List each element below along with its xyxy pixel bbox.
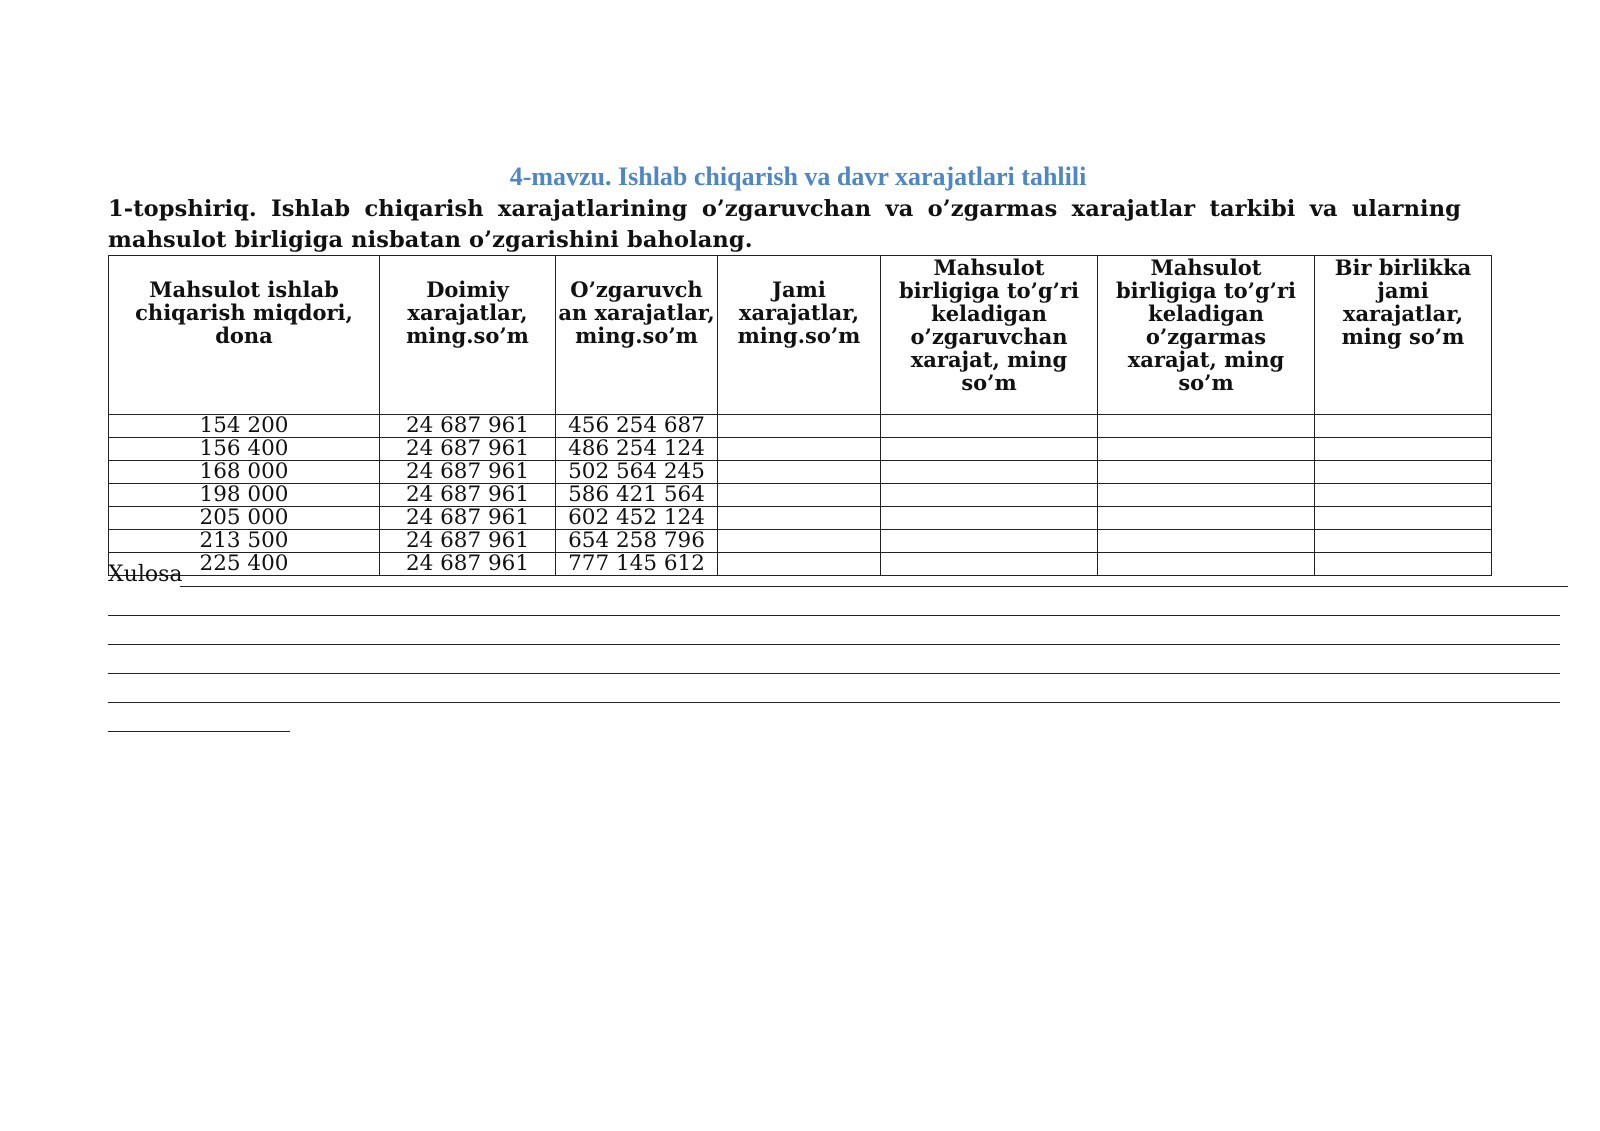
header-production-quantity: Mahsulot ishlab chiqarish miqdori, dona <box>109 256 380 415</box>
conclusion-answer-line[interactable] <box>108 731 290 732</box>
conclusion-label: Xulosa <box>108 562 183 587</box>
table-header-row <box>109 256 1492 415</box>
header-unit-variable-cost: Mahsulot birligiga to’g’ri keladigan o’zgaruvchan xarajat, ming so’m <box>881 256 1098 415</box>
cell-unit-total-cost[interactable] <box>1315 553 1492 576</box>
cell-fixed-costs: 24 687 961 <box>380 461 556 484</box>
table-row <box>109 461 1492 484</box>
cell-total-costs[interactable] <box>718 484 881 507</box>
cell-unit-total-cost[interactable] <box>1315 438 1492 461</box>
cell-unit-variable-cost[interactable] <box>881 530 1098 553</box>
cell-unit-variable-cost[interactable] <box>881 553 1098 576</box>
table-row <box>109 507 1492 530</box>
conclusion-answer-line[interactable] <box>108 615 1560 616</box>
cell-production-quantity: 156 400 <box>109 438 380 461</box>
cell-unit-fixed-cost[interactable] <box>1098 530 1315 553</box>
topic-title: 4-mavzu. Ishlab chiqarish va davr xarajatlari tahlili <box>509 162 1087 191</box>
cell-production-quantity: 154 200 <box>109 415 380 438</box>
cell-total-costs[interactable] <box>718 438 881 461</box>
cell-fixed-costs: 24 687 961 <box>380 553 556 576</box>
cell-fixed-costs: 24 687 961 <box>380 530 556 553</box>
header-unit-total-cost: Bir birlikka jami xarajatlar, ming so’m <box>1315 256 1492 415</box>
cell-unit-fixed-cost[interactable] <box>1098 461 1315 484</box>
table-row <box>109 553 1492 576</box>
cell-variable-costs: 456 254 687 <box>556 415 718 438</box>
cell-production-quantity: 198 000 <box>109 484 380 507</box>
cell-variable-costs: 586 421 564 <box>556 484 718 507</box>
cell-unit-variable-cost[interactable] <box>881 438 1098 461</box>
table-row <box>109 530 1492 553</box>
cost-table <box>108 255 1492 576</box>
cell-variable-costs: 777 145 612 <box>556 553 718 576</box>
cell-total-costs[interactable] <box>718 461 881 484</box>
table-body <box>109 415 1492 576</box>
header-fixed-costs: Doimiy xarajatlar, ming.so’m <box>380 256 556 415</box>
conclusion-answer-line[interactable] <box>180 586 1568 587</box>
conclusion-answer-line[interactable] <box>108 644 1560 645</box>
cell-unit-fixed-cost[interactable] <box>1098 507 1315 530</box>
cell-unit-total-cost[interactable] <box>1315 507 1492 530</box>
cell-production-quantity: 225 400 <box>109 553 380 576</box>
cell-fixed-costs: 24 687 961 <box>380 484 556 507</box>
conclusion-answer-line[interactable] <box>108 702 1560 703</box>
cell-total-costs[interactable] <box>718 507 881 530</box>
cell-fixed-costs: 24 687 961 <box>380 438 556 461</box>
table-row <box>109 415 1492 438</box>
cell-total-costs[interactable] <box>718 415 881 438</box>
cell-fixed-costs: 24 687 961 <box>380 415 556 438</box>
cell-unit-fixed-cost[interactable] <box>1098 553 1315 576</box>
task-statement: 1-topshiriq. Ishlab chiqarish xarajatlarining o’zgaruvchan va o’zgarmas xarajatlar tarkibi va ularning mahsulot birligiga nisbatan o’zgarishini baholang. <box>108 196 1461 253</box>
cell-unit-total-cost[interactable] <box>1315 461 1492 484</box>
cell-production-quantity: 205 000 <box>109 507 380 530</box>
header-variable-costs: O’zgaruvch an xarajatlar, ming.so’m <box>556 256 718 415</box>
cell-total-costs[interactable] <box>718 530 881 553</box>
cell-variable-costs: 654 258 796 <box>556 530 718 553</box>
cell-unit-fixed-cost[interactable] <box>1098 438 1315 461</box>
header-unit-fixed-cost: Mahsulot birligiga to’g’ri keladigan o’zgarmas xarajat, ming so’m <box>1098 256 1315 415</box>
cell-variable-costs: 602 452 124 <box>556 507 718 530</box>
cell-variable-costs: 486 254 124 <box>556 438 718 461</box>
cell-fixed-costs: 24 687 961 <box>380 507 556 530</box>
cell-unit-variable-cost[interactable] <box>881 507 1098 530</box>
cell-variable-costs: 502 564 245 <box>556 461 718 484</box>
cell-unit-variable-cost[interactable] <box>881 484 1098 507</box>
cell-unit-fixed-cost[interactable] <box>1098 484 1315 507</box>
header-total-costs: Jami xarajatlar, ming.so’m <box>718 256 881 415</box>
cell-unit-total-cost[interactable] <box>1315 484 1492 507</box>
cell-production-quantity: 213 500 <box>109 530 380 553</box>
cell-unit-total-cost[interactable] <box>1315 415 1492 438</box>
cell-production-quantity: 168 000 <box>109 461 380 484</box>
cell-unit-variable-cost[interactable] <box>881 415 1098 438</box>
cell-unit-variable-cost[interactable] <box>881 461 1098 484</box>
conclusion-answer-line[interactable] <box>108 673 1560 674</box>
table-row <box>109 484 1492 507</box>
cell-unit-total-cost[interactable] <box>1315 530 1492 553</box>
cell-total-costs[interactable] <box>718 553 881 576</box>
table-row <box>109 438 1492 461</box>
cell-unit-fixed-cost[interactable] <box>1098 415 1315 438</box>
